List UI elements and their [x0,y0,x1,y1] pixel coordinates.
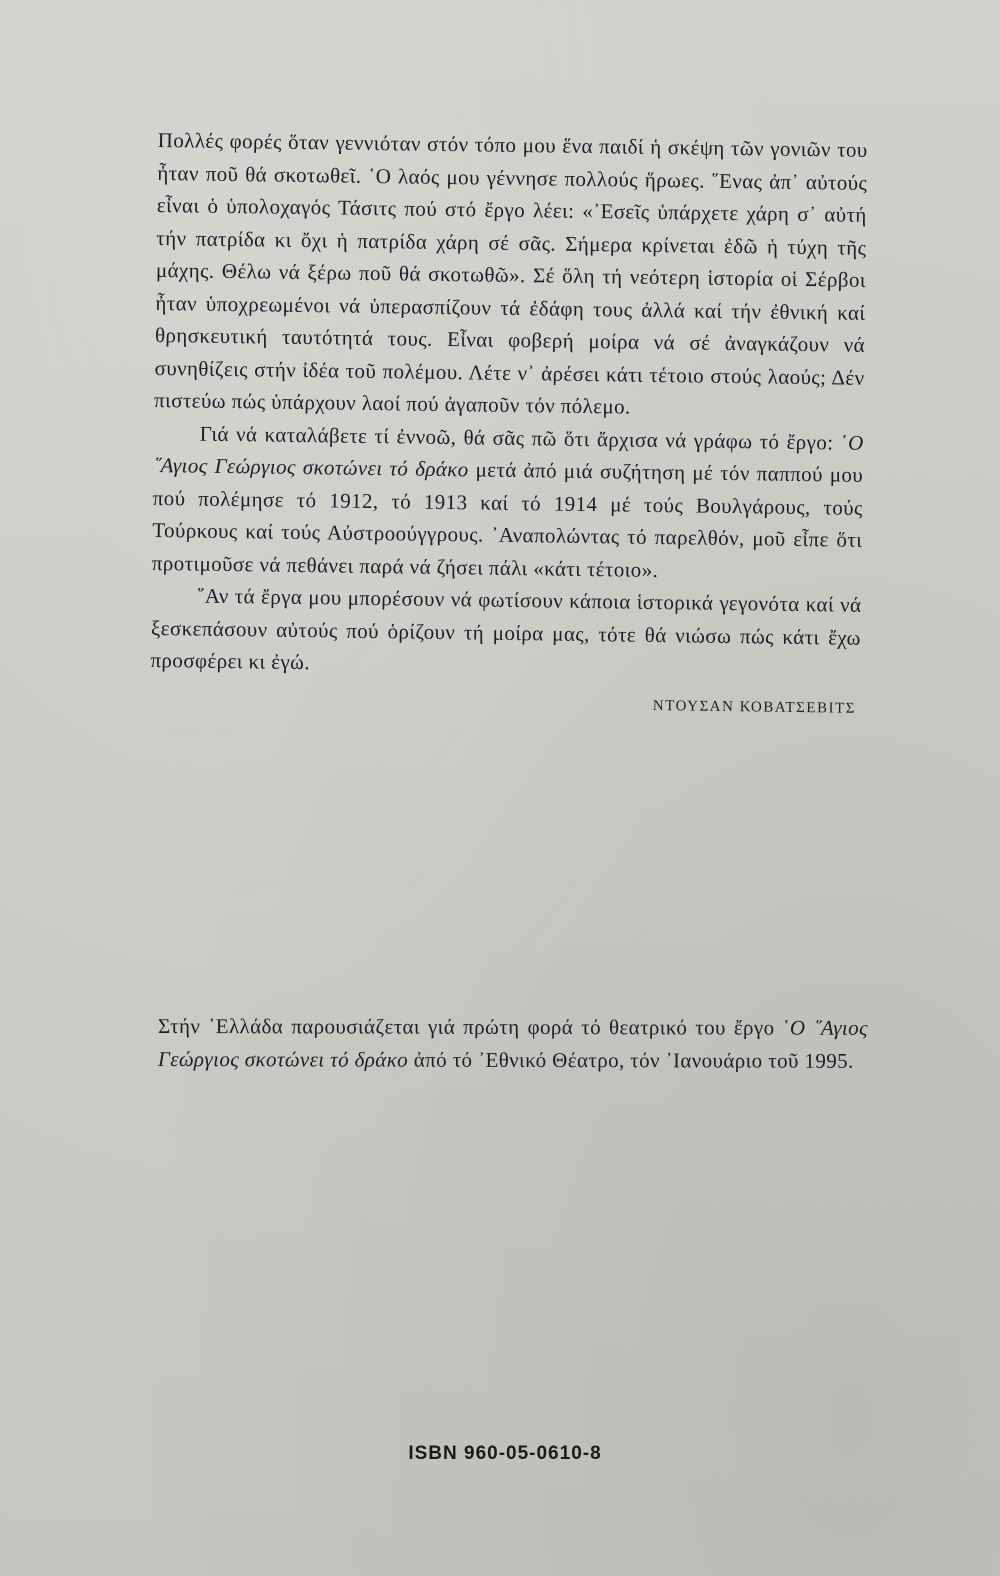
statement-paragraph-2 [152,416,864,588]
isbn-number: ISBN 960-05-0610-8 [408,1443,602,1464]
play-title: ῾Ο ῞Αγιος Γεώργιος σκοτώνει τό δράκο [153,430,864,482]
production-note [158,1010,868,1077]
statement-paragraph-3: ῞Αν τά ἔργα μου μπορέσουν νά φωτίσουν κάποια ἱστορικά γεγονότα καί νά ξεσκεπάσουν αὐτούς πού ὁρίζουν τή μοίρα μας, τότε θά νιώσω πώς κάτι ἔχω προσφέρει κι ἐγώ. [150,583,862,675]
paragraph-2-text-start: Γιά νά καταλάβετε τί ἐννοῶ, θά σᾶς πῶ ὅτι ἄρχισα νά γράφω τό ἔργο: [199,421,841,455]
author-signature: ΝΤΟΥΣΑΝ ΚΟΒΑΤΣΕΒΙΤΣ [652,697,857,717]
statement-paragraph-1: Πολλές φορές ὅταν γεννιόταν στόν τόπο μου ἕνα παιδί ἡ σκέψη τῶν γονιῶν του ἦταν ποῦ θά σκοτωθεῖ. ῾Ο λαός μου γέννησε πολλούς ἥρωες. ῞Ενας ἀπ᾽ αὐτούς εἶναι ὁ ὑπολοχαγός Τάσιτς πού στό ἔργο λέει: «᾽Εσεῖς ὑπάρχετε χάρη σ᾽ αὐτή τήν πατρίδα κι ὄχι ἡ πατρίδα χάρη σέ σᾶς. Σήμερα κρίνεται ἐδῶ ἡ τύχη τῆς μάχης. Θέλω νά ξέρω ποῦ θά σκοτωθῶ». Σέ ὅλη τή νεότερη ἱστορία οἱ Σέρβοι ἦταν ὑποχρεωμένοι νά ὑπερασπίζουν τά ἐδάφη τους ἀλλά καί τήν ἐθνική καί θρησκευτική ταυτότητά τους. Εἶναι φοβερή μοίρα νά σέ ἀναγκάζουν νά συνηθίζεις στήν ἰδέα τοῦ πολέμου. Λέτε ν᾽ ἀρέσει κάτι τέτοιο στούς λαούς; Δέν πιστεύω πώς ὑπάρχουν λαοί πού ἀγαποῦν τόν πόλεμο. [153,127,868,419]
paragraph-2-text-end: μετά ἀπό μιά συζήτηση μέ τόν παππού μου πού πολέμησε τό 1912, τό 1913 καί τό 1914 μέ τούς Βουλγάρους, τούς Τούρκους καί τούς Αὐστροούγγρους. ᾽Αναπολώντας τό παρελθόν, μοῦ εἶπε ὅτι προτιμοῦσε νά πεθάνει παρά νά ζήσει πάλι «κάτι τέτοιο». [151,457,864,582]
production-note-text [158,1010,868,1077]
production-note-start: Στήν ῾Ελλάδα παρουσιάζεται γιά πρώτη φορά τό θεατρικό του ἔργο [157,1014,783,1040]
author-statement [150,124,868,725]
production-play-title: ῾Ο ῞Αγιος Γεώργιος σκοτώνει τό δράκο [157,1015,868,1072]
production-note-end: ἀπό τό ᾽Εθνικό Θέατρο, τόν ᾽Ιανουάριο τοῦ 1995. [408,1047,854,1073]
